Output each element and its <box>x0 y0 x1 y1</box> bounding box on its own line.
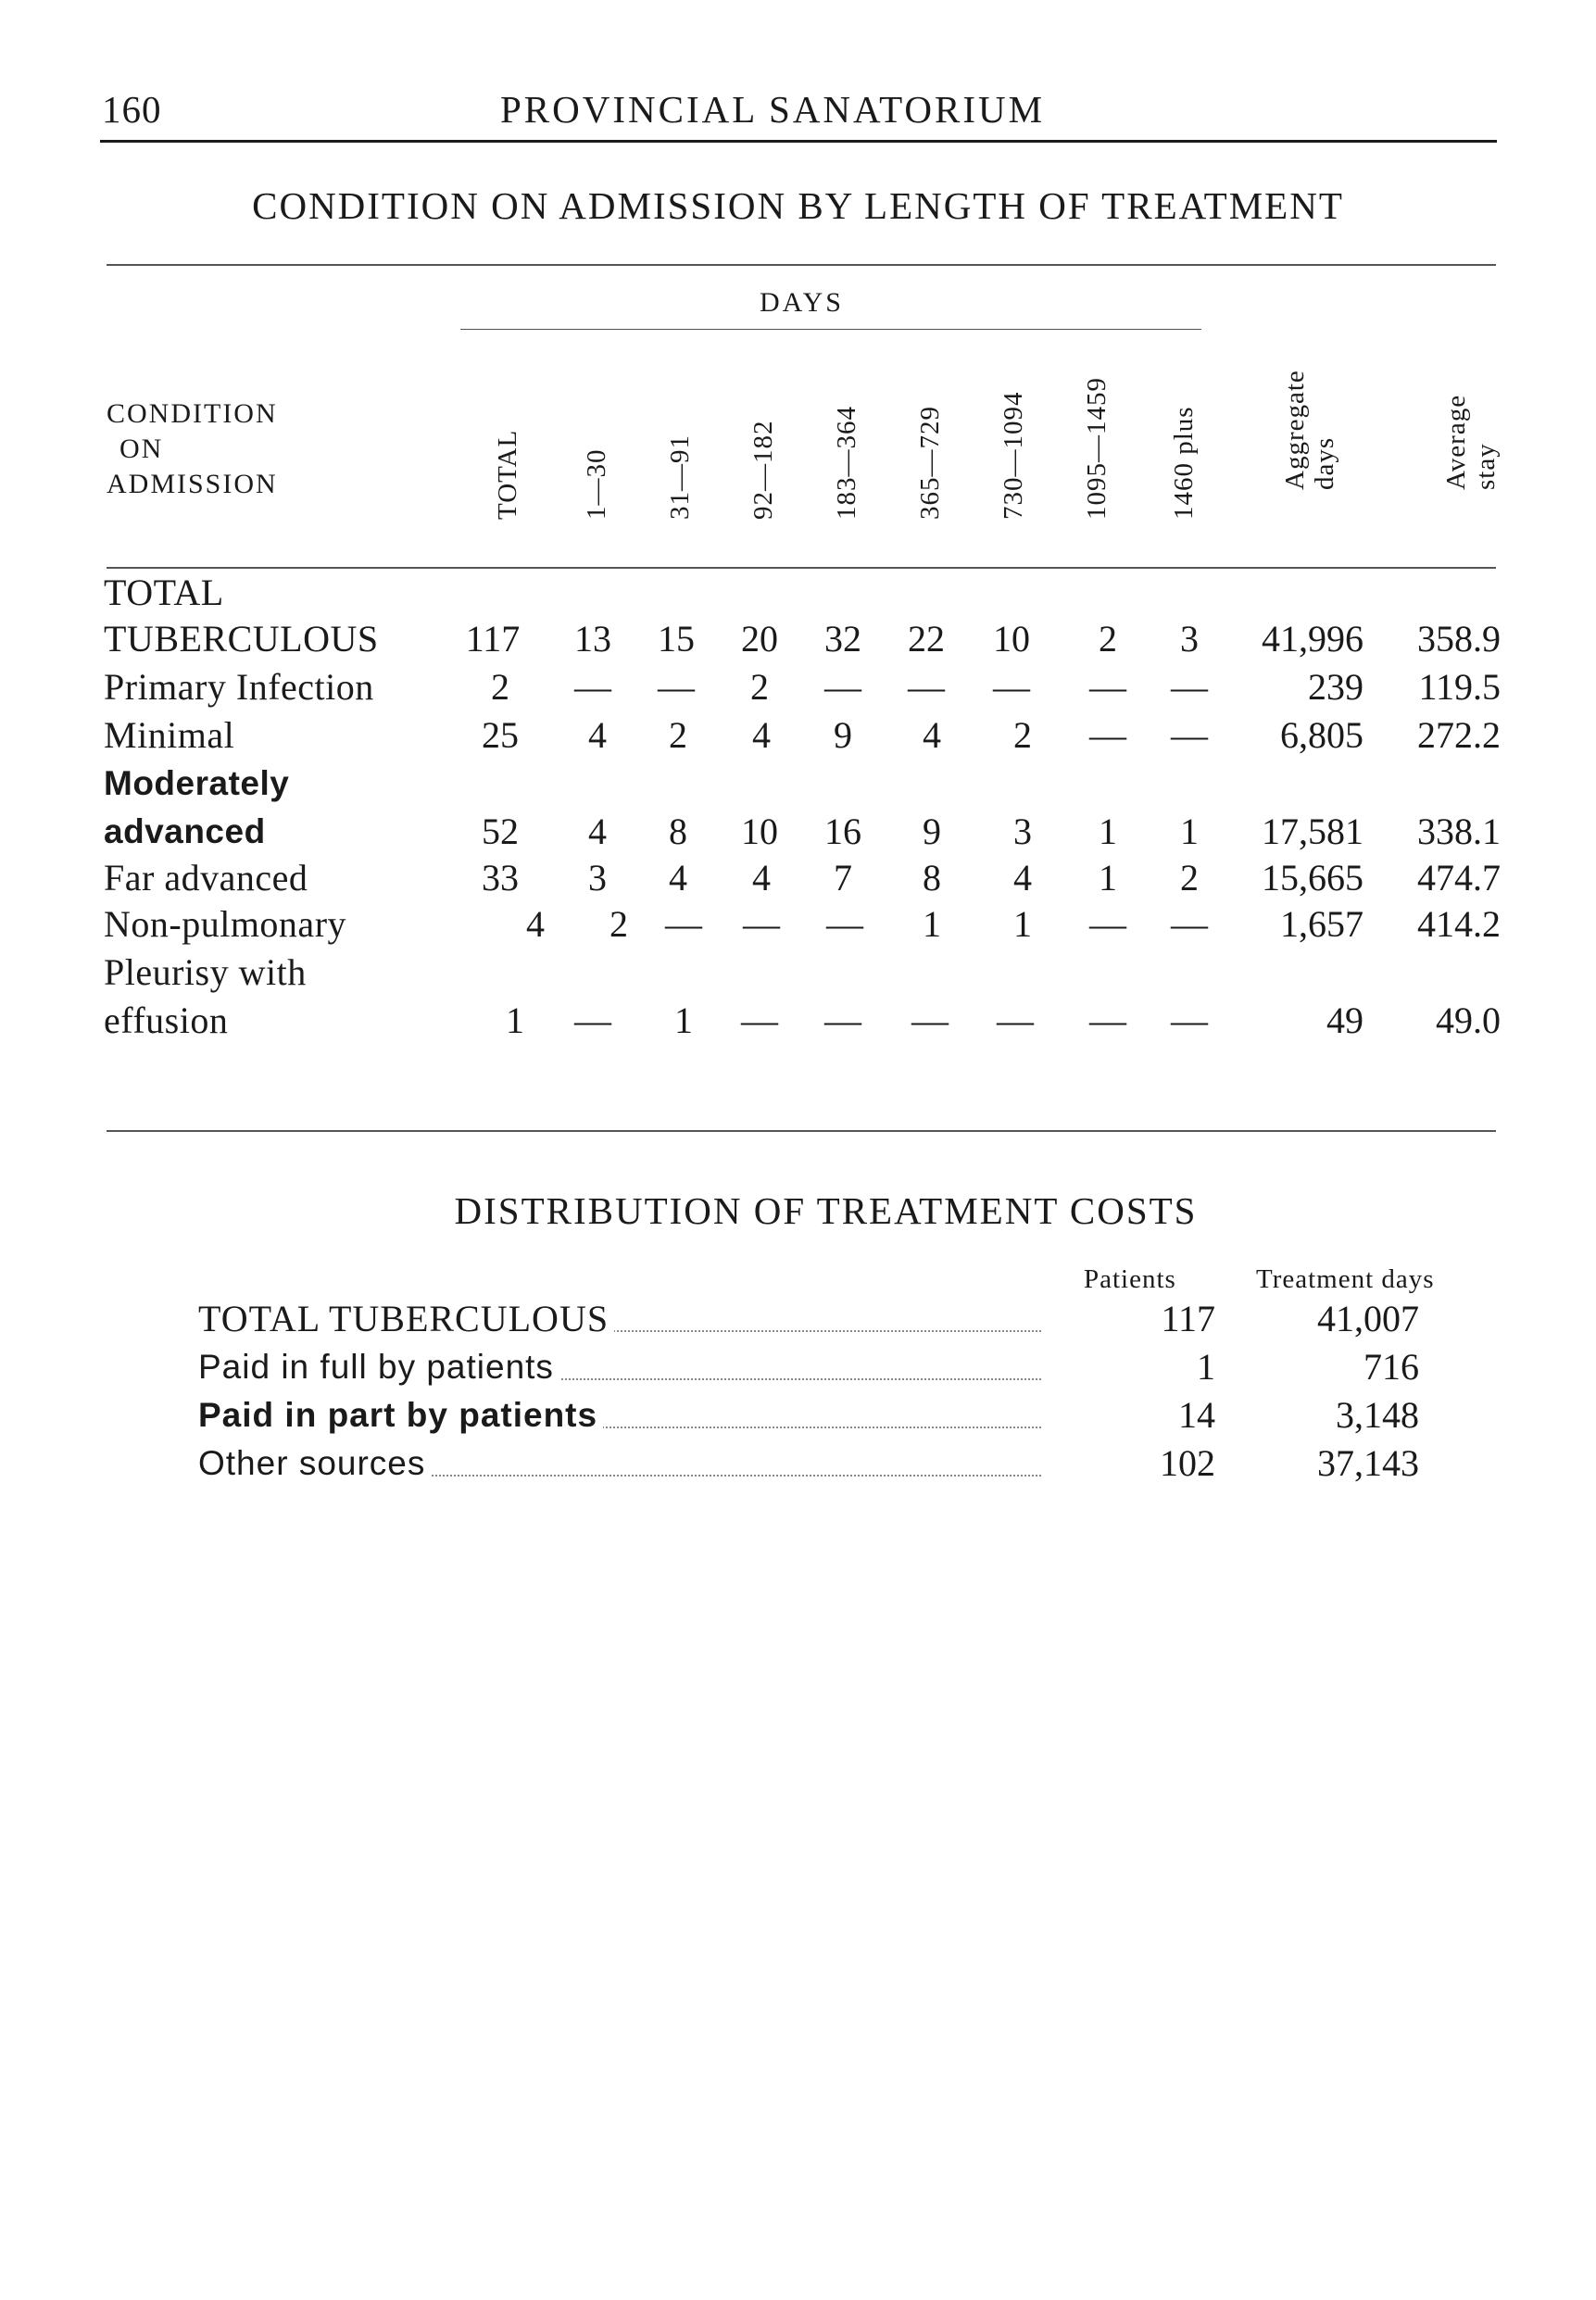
table-row <box>0 711 1596 760</box>
table-cell: — <box>658 666 695 708</box>
table-cell: 2 <box>609 903 628 945</box>
table-cell: — <box>574 999 611 1041</box>
table-cell: 25 <box>482 714 519 756</box>
column-header-line: TOTAL <box>493 429 522 520</box>
table-cell: — <box>741 999 778 1041</box>
table-cell: — <box>993 666 1030 708</box>
page-number: 160 <box>102 88 162 131</box>
table-cell: 3 <box>588 857 607 899</box>
costs-days: 37,143 <box>1317 1442 1419 1484</box>
table-row <box>0 900 1596 949</box>
days-label: DAYS <box>760 287 844 318</box>
table-cell: 338.1 <box>1417 811 1501 852</box>
costs-row-label: Paid in part by patients <box>198 1391 603 1439</box>
table-cell: 15,665 <box>1262 857 1364 899</box>
table-cell: — <box>574 666 611 708</box>
table-cell: 3 <box>1013 811 1032 852</box>
table-cell: 20 <box>741 618 778 660</box>
table-cell: 49.0 <box>1436 999 1501 1041</box>
column-header-line: days <box>1310 436 1339 490</box>
row-label: Moderately <box>104 764 290 802</box>
table-cell: 2 <box>1013 714 1032 756</box>
table-cell: 1 <box>1180 811 1199 852</box>
table-cell: 1 <box>1099 857 1117 899</box>
costs-days: 716 <box>1364 1346 1419 1388</box>
table-cell: 1,657 <box>1280 903 1364 945</box>
table-cell: — <box>824 999 861 1041</box>
table-title: CONDITION ON ADMISSION BY LENGTH OF TREATMENT <box>252 184 1344 227</box>
header-rule <box>100 140 1497 143</box>
column-header-line: 92—182 <box>748 420 778 520</box>
table-cell: — <box>826 903 863 945</box>
table-cell: 4 <box>588 714 607 756</box>
table-cell: — <box>743 903 780 945</box>
table-row <box>0 854 1596 902</box>
table-row-label-line <box>0 569 1596 617</box>
running-title: PROVINCIAL SANATORIUM <box>500 88 1046 131</box>
costs-days: 41,007 <box>1317 1298 1419 1339</box>
table-row <box>0 997 1596 1045</box>
row-label: Pleurisy with <box>104 951 307 993</box>
table-cell: — <box>1171 903 1208 945</box>
row-label: TUBERCULOUS <box>104 618 379 660</box>
table-cell: 8 <box>923 857 941 899</box>
table-cell: 8 <box>669 811 687 852</box>
column-header-line: 730—1094 <box>999 391 1028 520</box>
table-cell: 2 <box>669 714 687 756</box>
table-cell: 1 <box>506 999 524 1041</box>
costs-row <box>0 1391 1596 1439</box>
row-label: Primary Infection <box>104 666 374 708</box>
column-header-line: 31—91 <box>665 434 695 520</box>
stub-heading <box>107 396 278 502</box>
table-cell: — <box>911 999 949 1041</box>
table-cell: 272.2 <box>1417 714 1501 756</box>
costs-row <box>0 1343 1596 1391</box>
costs-patients: 102 <box>1160 1442 1215 1484</box>
table-row <box>0 808 1596 856</box>
table-cell: — <box>1171 999 1208 1041</box>
table-cell: 4 <box>923 714 941 756</box>
table-bottom-rule <box>107 1130 1496 1132</box>
table-cell: 1 <box>674 999 693 1041</box>
table-cell: 1 <box>1013 903 1032 945</box>
row-label: TOTAL <box>104 572 224 613</box>
table-cell: 22 <box>908 618 945 660</box>
table-cell: — <box>1089 999 1126 1041</box>
table-cell: 41,996 <box>1262 618 1364 660</box>
table-cell: 4 <box>588 811 607 852</box>
table-cell: — <box>824 666 861 708</box>
table-cell: 2 <box>1180 857 1199 899</box>
table-cell: — <box>1171 714 1208 756</box>
table-cell: 117 <box>465 618 521 660</box>
table-row-label-line <box>0 760 1596 808</box>
table-cell: 9 <box>834 714 852 756</box>
stub-heading-line: CONDITION <box>107 398 278 429</box>
table-cell: 10 <box>741 811 778 852</box>
table-cell: 9 <box>923 811 941 852</box>
costs-patients: 117 <box>1161 1298 1215 1339</box>
table-cell: — <box>1089 666 1126 708</box>
table-cell: 15 <box>658 618 695 660</box>
table-cell: 6,805 <box>1280 714 1364 756</box>
column-header-line: 1095—1459 <box>1082 377 1112 520</box>
table-cell: 2 <box>750 666 769 708</box>
row-label: Far advanced <box>104 857 308 899</box>
costs-days: 3,148 <box>1336 1394 1419 1436</box>
table-cell: 49 <box>1326 999 1364 1041</box>
column-header-line: 1—30 <box>582 448 611 520</box>
row-label: Minimal <box>104 714 235 756</box>
costs-title: DISTRIBUTION OF TREATMENT COSTS <box>454 1189 1198 1232</box>
table-cell: 32 <box>824 618 861 660</box>
row-label: effusion <box>104 999 229 1041</box>
table-row-label-line <box>0 949 1596 997</box>
table-cell: — <box>1171 666 1208 708</box>
costs-col-patients: Patients <box>1084 1264 1176 1294</box>
table-cell: 10 <box>993 618 1030 660</box>
table-cell: 7 <box>834 857 852 899</box>
table-cell: 4 <box>669 857 687 899</box>
table-cell: 4 <box>526 903 545 945</box>
table-cell: 119.5 <box>1418 666 1501 708</box>
table-cell: 16 <box>824 811 861 852</box>
table-cell: 4 <box>1013 857 1032 899</box>
table-cell: — <box>997 999 1034 1041</box>
table-cell: 1 <box>1099 811 1117 852</box>
table-top-rule <box>107 264 1496 266</box>
row-label: advanced <box>104 812 266 850</box>
table-cell: 4 <box>752 857 771 899</box>
stub-heading-line: ON <box>119 434 164 464</box>
column-header-line: Aggregate <box>1280 370 1310 490</box>
row-label: Non-pulmonary <box>104 903 347 945</box>
table-cell: 1 <box>923 903 941 945</box>
costs-row-label: Other sources <box>198 1439 431 1488</box>
table-cell: 474.7 <box>1417 857 1501 899</box>
table-row <box>0 615 1596 663</box>
table-cell: 13 <box>574 618 611 660</box>
column-header-line: 365—729 <box>915 406 945 520</box>
table-cell: 2 <box>1099 618 1117 660</box>
column-header-line: 1460 plus <box>1169 406 1199 520</box>
costs-patients: 14 <box>1178 1394 1215 1436</box>
table-cell: 239 <box>1308 666 1364 708</box>
table-cell: 414.2 <box>1417 903 1501 945</box>
table-cell: 3 <box>1180 618 1199 660</box>
table-row <box>0 663 1596 711</box>
table-cell: 4 <box>752 714 771 756</box>
table-cell: — <box>665 903 702 945</box>
table-cell: — <box>1089 714 1126 756</box>
table-cell: — <box>908 666 945 708</box>
column-header-line: stay <box>1471 443 1501 490</box>
costs-row-label: Paid in full by patients <box>198 1343 559 1391</box>
costs-row <box>0 1439 1596 1488</box>
table-cell: 52 <box>482 811 519 852</box>
stub-heading-line: ADMISSION <box>107 469 278 499</box>
costs-col-days: Treatment days <box>1256 1264 1435 1294</box>
costs-patients: 1 <box>1197 1346 1215 1388</box>
table-cell: 33 <box>482 857 519 899</box>
costs-row-label: TOTAL TUBERCULOUS <box>198 1295 614 1343</box>
table-cell: — <box>1089 903 1126 945</box>
costs-row <box>0 1295 1596 1343</box>
column-header-line: 183—364 <box>832 406 861 520</box>
table-cell: 358.9 <box>1417 618 1501 660</box>
column-header-line: Average <box>1441 394 1471 490</box>
table-cell: 17,581 <box>1262 811 1364 852</box>
table-cell: 2 <box>491 666 509 708</box>
days-rule <box>460 329 1201 330</box>
